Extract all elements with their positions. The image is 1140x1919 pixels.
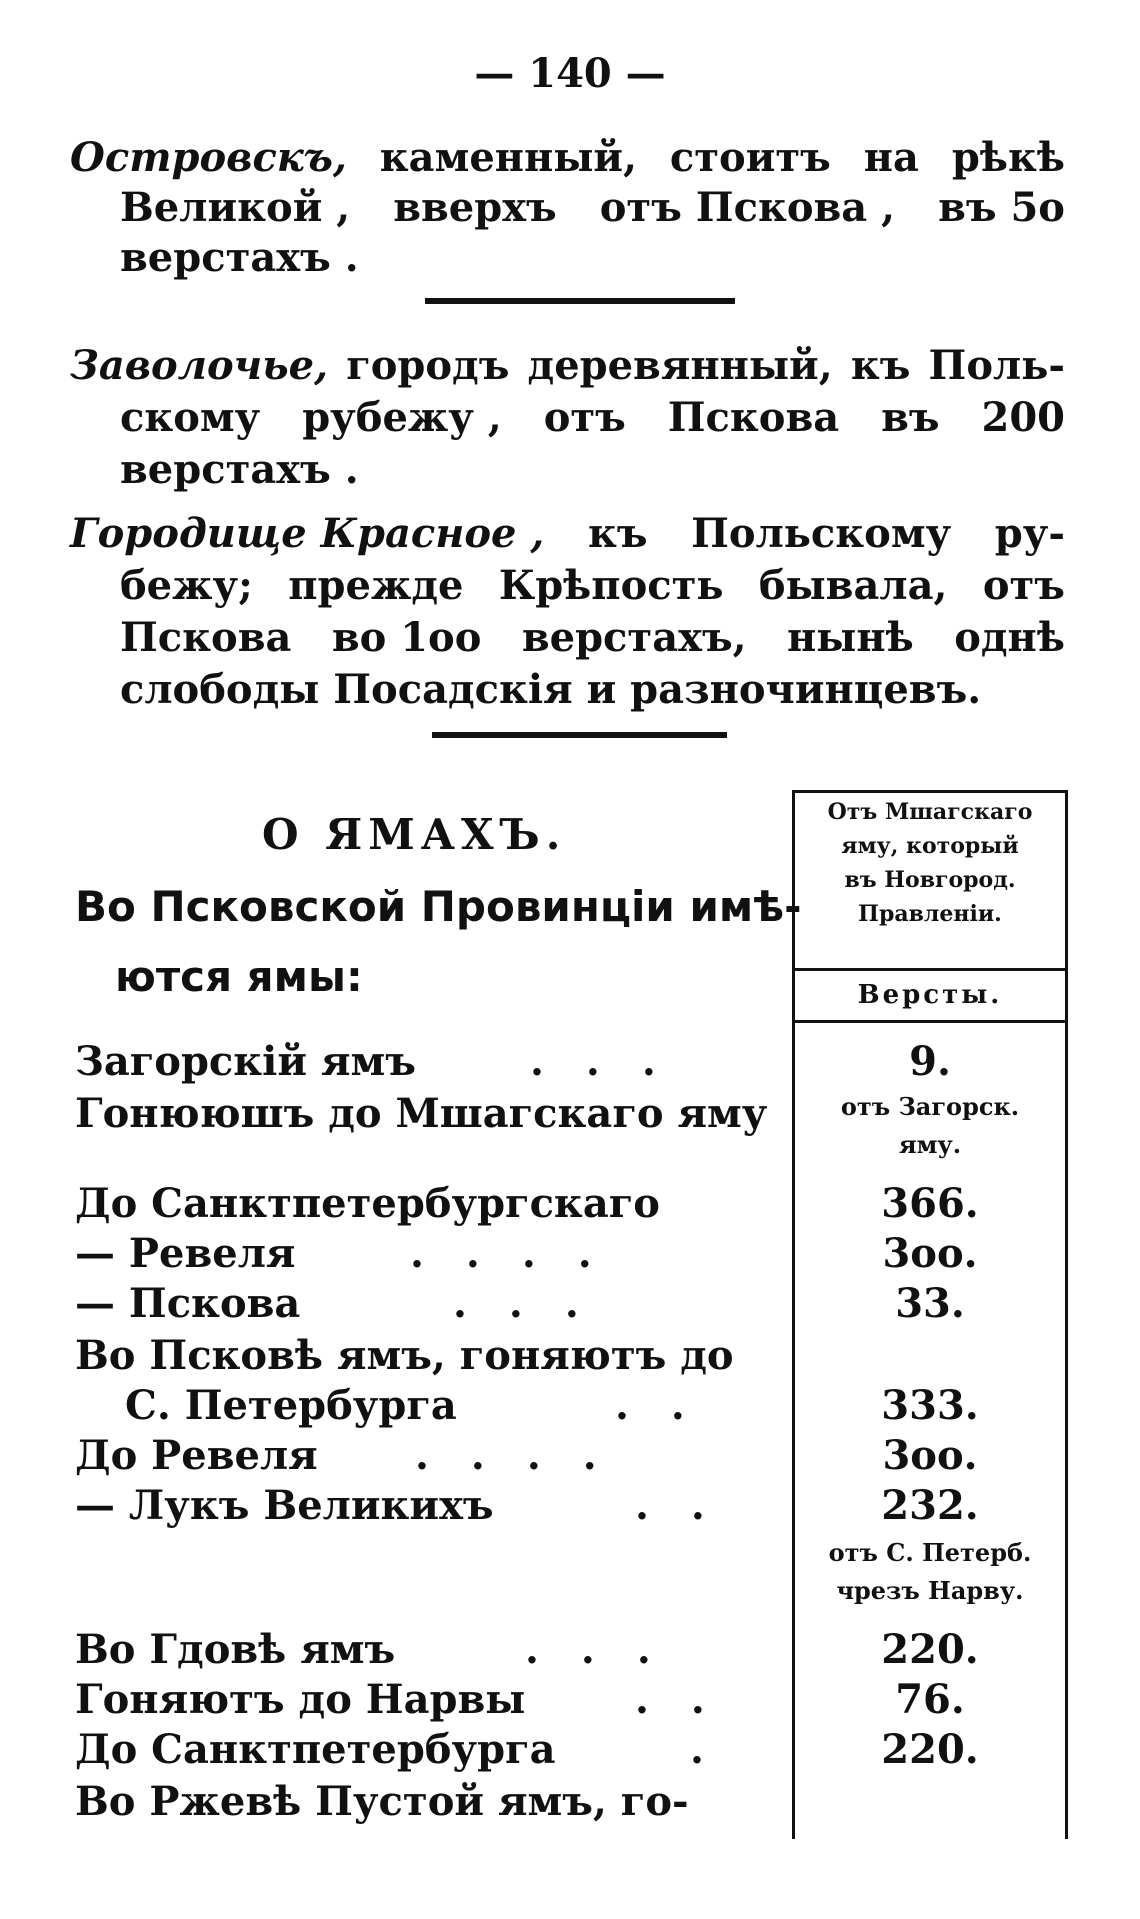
paragraph-ostrovsk-line2: Великой , вверхъ отъ Пскова , въ 5о — [120, 184, 1065, 231]
paragraph-zavoloche-line3: верстахъ . — [120, 446, 359, 493]
table-row: Во Ржевѣ Пустой ямъ, го- — [75, 1778, 689, 1825]
verst-value: 9. — [909, 1038, 951, 1085]
table-row: Во Гдовѣ ямъ ... — [75, 1626, 693, 1673]
section-intro-line1: Во Псковской Провинціи имѣ- — [75, 882, 802, 931]
place-name: Заволочье, — [70, 342, 329, 389]
paragraph-ostrovsk-line3: верстахъ . — [120, 234, 359, 281]
column-note: отъ С. Петерб. чрезъ Нарву. — [828, 1538, 1032, 1605]
paragraph-gorodishche-line1: Городище Красное , къ Польскому ру- — [70, 508, 1065, 560]
page-number: — 140 — — [474, 50, 666, 97]
section-title: О ЯМАХЪ. — [262, 810, 567, 859]
table-row: — Лукъ Великихъ .. — [75, 1482, 747, 1529]
place-name: Островскъ, — [70, 134, 347, 181]
verst-value: 3оо. — [882, 1432, 978, 1479]
paragraph-gorodishche-line3: Пскова во 1оо верстахъ, нынѣ однѣ — [120, 614, 1065, 661]
paragraph-gorodishche-line4: слободы Посадскія и разночинцевъ. — [120, 666, 982, 713]
table-row: Загорскій ямъ ... — [75, 1038, 698, 1085]
table-row: — Ревеля .... — [75, 1230, 634, 1277]
table-row: До Санктпетербурга . — [75, 1726, 746, 1773]
section-intro-line2: ются ямы: — [115, 952, 363, 1001]
verst-value: 366. — [881, 1180, 979, 1227]
column-header: Отъ Мшагскаго яму, который въ Новгород. Правленіи. — [827, 799, 1033, 927]
column-divider — [795, 968, 1065, 971]
divider-rule — [432, 732, 727, 738]
column-note: отъ Загорск. яму. — [840, 1092, 1020, 1159]
verst-value: 232. — [881, 1482, 979, 1529]
verst-value: 333. — [881, 1382, 979, 1429]
paragraph-zavoloche-line2: скому рубежу , отъ Пскова въ 200 — [120, 394, 1065, 441]
table-row: До Санктпетербургскаго — [75, 1180, 660, 1227]
table-row: Гонююшъ до Мшагскаго яму — [75, 1090, 768, 1137]
paragraph-ostrovsk-line1: Островскъ, каменный, стоитъ на рѣкѣ — [70, 132, 1065, 184]
table-row: До Ревеля .... — [75, 1432, 639, 1479]
table-row: — Пскова ... — [75, 1280, 621, 1327]
place-name: Городище Красное , — [70, 510, 545, 557]
verst-value: 220. — [881, 1626, 979, 1673]
paragraph-zavoloche-line1: Заволочье, городъ деревянный, къ Поль- — [70, 340, 1065, 392]
column-divider — [795, 1020, 1065, 1023]
divider-rule — [425, 298, 735, 304]
table-row: С. Петербурга .. — [125, 1382, 727, 1429]
verst-value: 76. — [895, 1676, 965, 1723]
paragraph-gorodishche-line2: бежу; прежде Крѣпость бывала, отъ — [120, 562, 1065, 609]
column-subheader: Версты. — [857, 980, 1003, 1010]
verst-value: 3оо. — [882, 1230, 978, 1277]
verst-value: 33. — [895, 1280, 965, 1327]
verst-value: 220. — [881, 1726, 979, 1773]
table-row: Во Псковѣ ямъ, гоняютъ до — [75, 1332, 734, 1379]
table-row: Гоняютъ до Нарвы .. — [75, 1676, 747, 1723]
